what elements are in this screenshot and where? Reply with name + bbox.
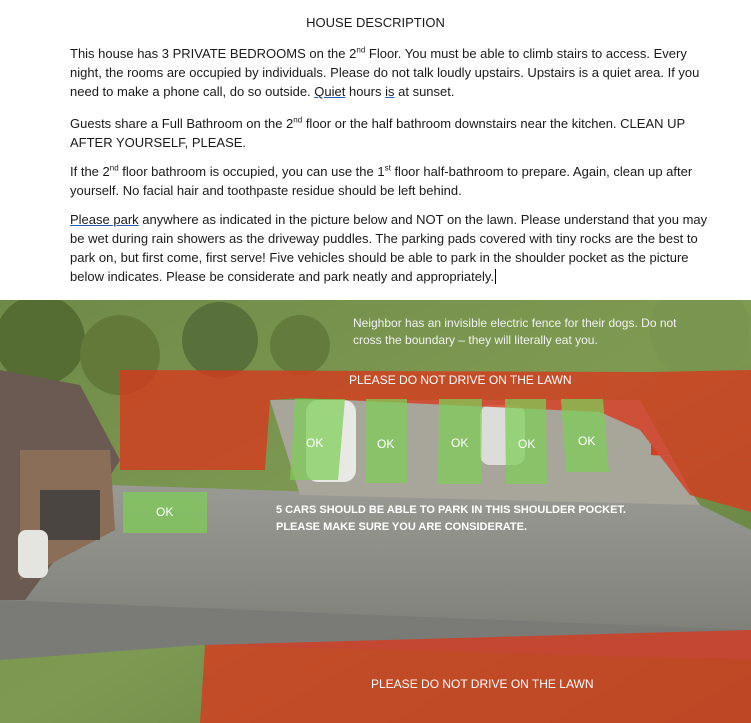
ok-label: OK bbox=[306, 436, 324, 450]
p4-text: anywhere as indicated in the picture below and NOT on the lawn. Please understand that you may be wet during rain showers as the driveway puddles. The parking pads covered with tiny rocks are the best to park on, but first come, first serve! Five vehicles should be able to park in the shoulder pocket as the picture below indicates. Please be considerate and park neatly and appropriately. bbox=[70, 212, 708, 284]
ok-label: OK bbox=[451, 436, 469, 450]
paragraph-bedrooms bbox=[70, 44, 720, 101]
ok-label: OK bbox=[156, 505, 174, 519]
p1-text-a: This house has 3 PRIVATE BEDROOMS on the 2 bbox=[70, 46, 357, 61]
neighbor-warning-line-1: Neighbor has an invisible electric fence for their dogs. Do not bbox=[353, 316, 677, 330]
no-drive-zone-right bbox=[651, 370, 751, 460]
p2-superscript: nd bbox=[293, 115, 303, 125]
document-title: HOUSE DESCRIPTION bbox=[306, 15, 445, 30]
shoulder-pocket-notice bbox=[276, 502, 626, 536]
p3-text-a: If the 2 bbox=[70, 164, 110, 179]
p1-text-d: at sunset. bbox=[394, 84, 455, 99]
shoulder-pocket-line-1: 5 CARS SHOULD BE ABLE TO PARK IN THIS SHOULDER POCKET. bbox=[276, 504, 626, 516]
p4-underlined-please-park: Please park bbox=[70, 212, 139, 227]
neighbor-warning-line-2: cross the boundary – they will literally eat you. bbox=[353, 333, 598, 347]
p3-superscript-1: nd bbox=[109, 163, 119, 173]
tree bbox=[182, 302, 258, 378]
parked-car bbox=[18, 530, 48, 578]
garage-interior bbox=[40, 490, 100, 540]
p1-underlined-quiet: Quiet bbox=[314, 84, 346, 99]
p3-text-b: floor bathroom is occupied, you can use the 1 bbox=[118, 164, 385, 179]
tree bbox=[270, 315, 330, 375]
aerial-parking-photo bbox=[0, 300, 751, 723]
ok-label: OK bbox=[578, 434, 596, 448]
p1-underlined-is: is bbox=[385, 84, 395, 99]
document-page bbox=[0, 0, 751, 300]
p2-text-b: floor or the half bathroom downstairs near the kitchen. CLEAN UP AFTER YOURSELF, PLEASE. bbox=[70, 116, 685, 150]
text-cursor bbox=[495, 269, 496, 284]
lawn-warning-top: PLEASE DO NOT DRIVE ON THE LAWN bbox=[349, 373, 572, 387]
paragraph-half-bath bbox=[70, 162, 720, 200]
p3-text-c: floor half-bathroom to prepare. Again, clean up after yourself. No facial hair and toothpaste residue should be left behind. bbox=[70, 164, 693, 198]
p1-text-c: hours bbox=[345, 84, 386, 99]
paragraph-bathroom bbox=[70, 114, 720, 152]
ok-label: OK bbox=[377, 437, 395, 451]
p1-superscript: nd bbox=[356, 45, 366, 55]
p1-text-b: Floor. You must be able to climb stairs to access. Every night, the rooms are occupied by individuals. Please do not talk loudly upstairs. Upstairs is a quiet area. If you need to make a phone call, do so outside. bbox=[70, 46, 700, 99]
p3-superscript-2: st bbox=[384, 163, 391, 173]
lawn-warning-bottom: PLEASE DO NOT DRIVE ON THE LAWN bbox=[371, 677, 594, 691]
neighbor-warning bbox=[353, 315, 677, 349]
paragraph-parking bbox=[70, 210, 720, 286]
shoulder-pocket-line-2: PLEASE MAKE SURE YOU ARE CONSIDERATE. bbox=[276, 521, 527, 533]
ok-label: OK bbox=[518, 437, 536, 451]
p2-text-a: Guests share a Full Bathroom on the 2 bbox=[70, 116, 294, 131]
